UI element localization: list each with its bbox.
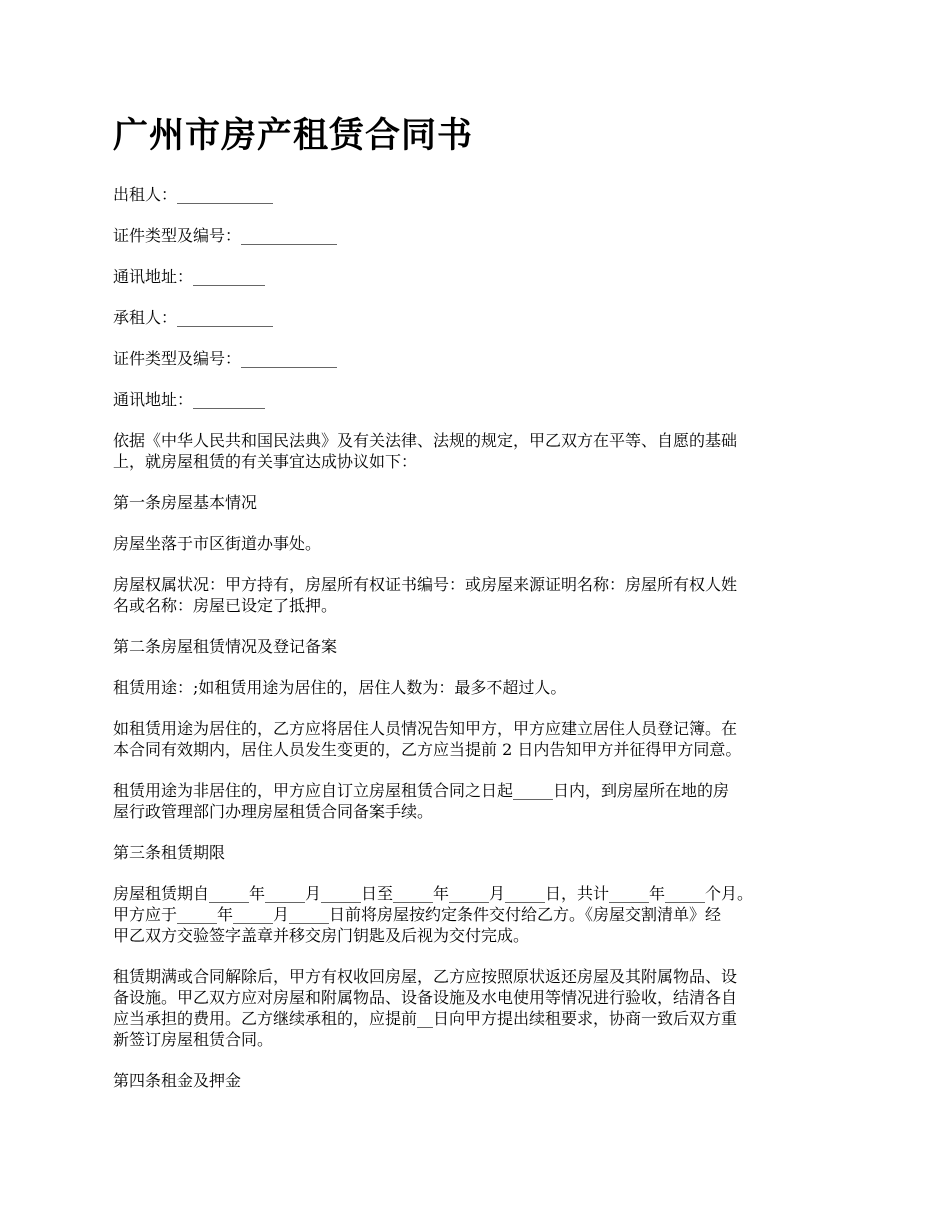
non-residential-use-paragraph: 租赁用途为非居住的，甲方应自订立房屋租赁合同之日起_____日内，到房屋所在地的房 屋行政管理部门办理房屋租赁合同备案手续。 [113,781,730,821]
property-location-paragraph: 房屋坐落于市区街道办事处。 [113,534,322,553]
document-title: 广州市房产租赁合同书 [113,115,474,156]
lessee-line: 承租人：____________ [113,308,274,327]
lessor-line: 出租人：____________ [113,185,274,204]
article-1-heading: 第一条房屋基本情况 [113,493,258,512]
document-page [113,0,848,1091]
property-ownership-paragraph: 房屋权属状况：甲方持有，房屋所有权证书编号：或房屋来源证明名称：房屋所有权人姓 名或名称：房屋已设定了抵押。 [113,575,738,615]
lease-purpose-paragraph: 租赁用途：;如租赁用途为居住的，居住人数为：最多不超过人。 [113,678,567,697]
residential-use-paragraph: 如租赁用途为居住的，乙方应将居住人员情况告知甲方，甲方应建立居住人员登记簿。在 本合同有效期内，居住人员发生变更的，乙方应当提前 2 日内告知甲方并征得甲方同意。 [113,719,742,759]
lessor-id-line: 证件类型及编号：____________ [113,226,338,245]
lease-expiry-paragraph: 租赁期满或合同解除后，甲方有权收回房屋，乙方应按照原状返还房屋及其附属物品、设 备设施。甲乙双方应对房屋和附属物品、设备设施及水电使用等情况进行验收，结清各自 应当承担的费用。乙方继续承租的，应提前__日向甲方提出续租要求，协商一致后双方重 新签订房屋租赁合同。 [113,967,738,1049]
lease-term-paragraph: 房屋租赁期自_____年_____月_____日至_____年_____月_____日，共计_____年_____个月。 甲方应于_____年_____月_____日前将房屋按约定条件交付给乙方。《房屋交割清单》经 甲乙双方交验签字盖章并移交房门钥匙及后视为交付完成。 [113,884,754,945]
lessee-address-line: 通讯地址：_________ [113,390,266,409]
article-3-heading: 第三条租赁期限 [113,843,226,862]
article-4-heading: 第四条租金及押金 [113,1071,242,1090]
lessor-address-line: 通讯地址：_________ [113,267,266,286]
lessee-id-line: 证件类型及编号：____________ [113,349,338,368]
preamble-paragraph: 依据《中华人民共和国民法典》及有关法律、法规的规定，甲乙双方在平等、自愿的基础 上，就房屋租赁的有关事宜达成协议如下： [113,431,738,471]
article-2-heading: 第二条房屋租赁情况及登记备案 [113,637,338,656]
